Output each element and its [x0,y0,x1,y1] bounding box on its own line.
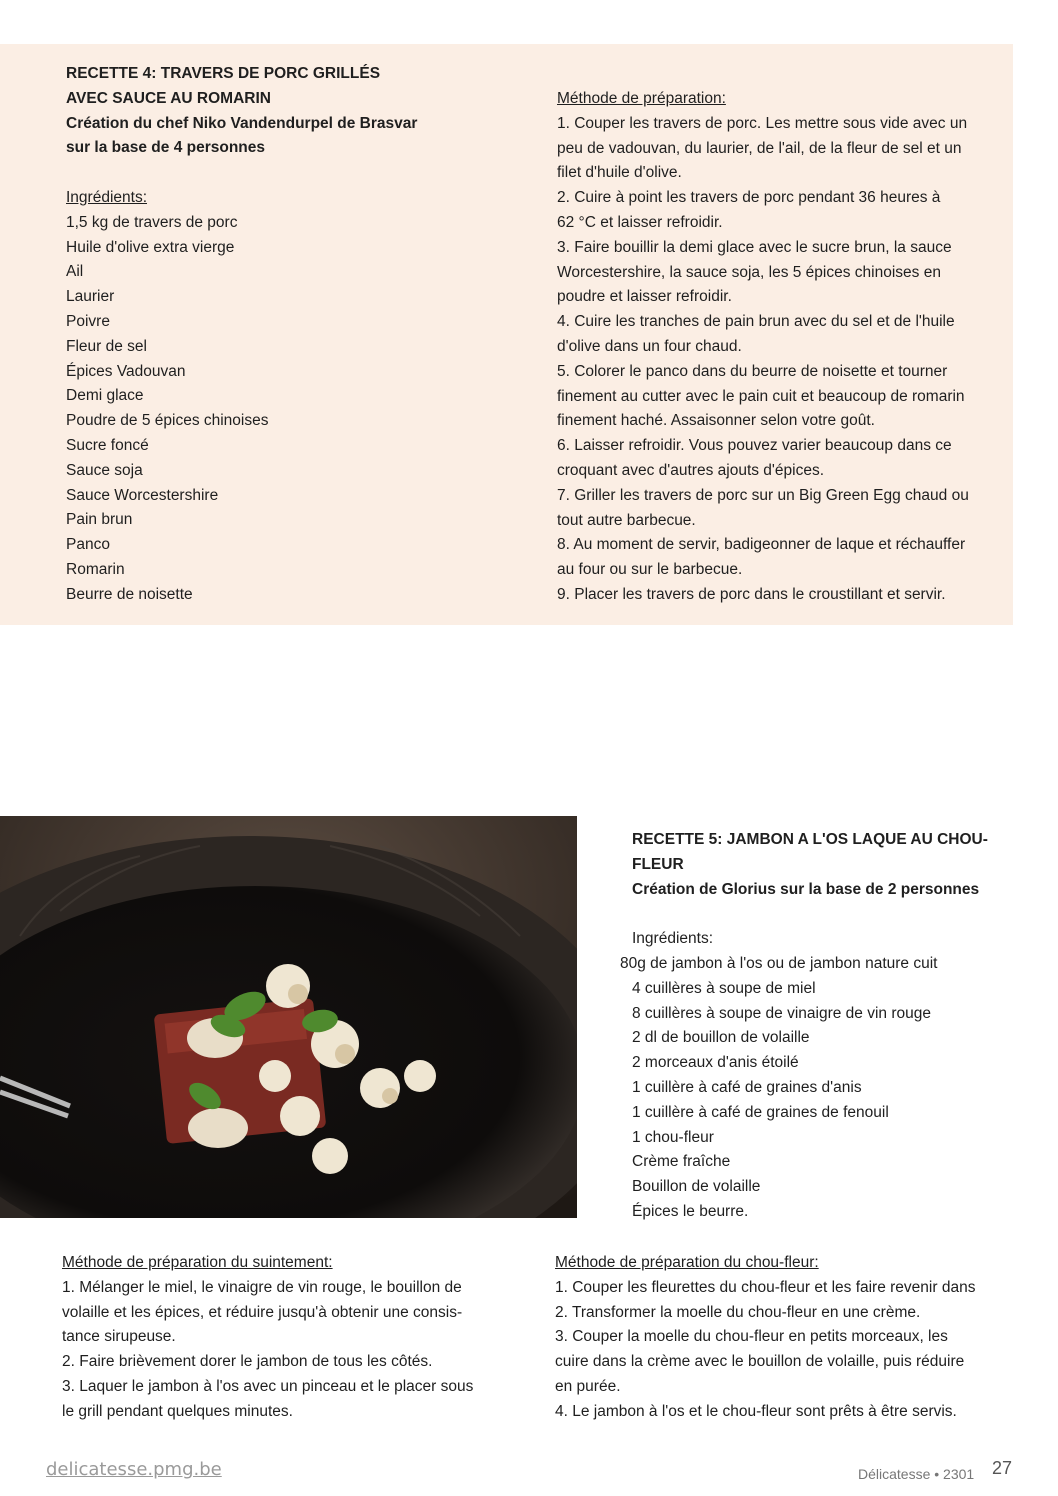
method-line: d'olive dans un four chaud. [557,337,742,355]
method-line: 7. Griller les travers de porc sur un Big Green Egg chaud ou [557,486,969,504]
ingredient-item: 1,5 kg de travers de porc [66,213,238,231]
method-line: 6. Laisser refroidir. Vous pouvez varier beaucoup dans ce [557,437,952,455]
method-line: 9. Placer les travers de porc dans le croustillant et servir. [557,585,946,603]
ingredient-item: Bouillon de volaille [632,1178,761,1196]
method-line: tance sirupeuse. [62,1328,176,1346]
method-line: 2. Cuire à point les travers de porc pendant 36 heures à [557,189,941,207]
recipe5-chef: Création de Glorius sur la base de 2 personnes [632,880,980,898]
recipe5-glaze-method [62,1251,532,1425]
ingredient-item: Fleur de sel [66,337,147,355]
ingredient-item: 2 morceaux d'anis étoilé [632,1054,799,1072]
recipe5-ingredients-heading: Ingrédients: [632,930,713,948]
ingredient-item: Sauce Worcestershire [66,486,219,504]
method-line: Worcestershire, la sauce soja, les 5 épices chinoises en [557,263,941,281]
method-line: peu de vadouvan, du laurier, de l'ail, de la fleur de sel et un [557,139,962,157]
method-line: 1. Couper les travers de porc. Les mettre sous vide avec un [557,114,968,132]
ingredient-item: Poudre de 5 épices chinoises [66,412,269,430]
method-line: 3. Faire bouillir la demi glace avec le sucre brun, la sauce [557,238,952,256]
method-line: en purée. [555,1377,621,1395]
method-line: poudre et laisser refroidir. [557,288,732,306]
recipe4-left-column [66,62,536,608]
ingredient-item: 80g de jambon à l'os ou de jambon nature cuit [620,954,938,972]
recipe4-method-column [557,87,997,608]
method-line: finement haché. Assaisonner selon votre goût. [557,412,875,430]
ingredient-item: Épices le beurre. [632,1202,749,1220]
method-line: 8. Au moment de servir, badigeonner de laque et réchauffer [557,536,966,554]
ingredient-item: 1 cuillère à café de graines d'anis [632,1078,862,1096]
recipe5-title-line2: FLEUR [632,855,684,873]
ingredient-item: 8 cuillères à soupe de vinaigre de vin rouge [632,1004,931,1022]
ingredient-item: 1 chou-fleur [632,1128,714,1146]
method-line: 2. Faire brièvement dorer le jambon de tous les côtés. [62,1353,433,1371]
method-line: 2. Transformer la moelle du chou-fleur en une crème. [555,1303,921,1321]
ingredient-item: Beurre de noisette [66,585,193,603]
ingredient-item: Laurier [66,288,115,306]
ingredient-item: Crème fraîche [632,1153,731,1171]
method-line: croquant avec d'autres ajouts d'épices. [557,461,824,479]
ingredient-item: Panco [66,536,110,554]
recipe5-title: RECETTE 5: JAMBON A L'OS LAQUE AU CHOU- [632,831,988,848]
method-line: volaille et les épices, et réduire jusqu'à obtenir une consis- [62,1303,463,1321]
method-line: le grill pendant quelques minutes. [62,1402,293,1420]
footer-magazine-issue: Délicatesse • 2301 [858,1466,975,1482]
recipe4-title: RECETTE 4: TRAVERS DE PORC GRILLÉS [66,65,381,82]
recipe4-method-heading: Méthode de préparation: [557,90,726,107]
method-line: 3. Couper la moelle du chou-fleur en petits morceaux, les [555,1328,948,1346]
method-line: au four ou sur le barbecue. [557,561,743,579]
method-line: 1. Couper les fleurettes du chou-fleur et les faire revenir dans [555,1278,976,1296]
method-line: 3. Laquer le jambon à l'os avec un pinceau et le placer sous [62,1377,474,1395]
recipe5-cauliflower-method [555,1251,1025,1425]
recipe5-header-column [620,828,1032,1225]
ingredient-item: Sauce soja [66,461,143,479]
ingredient-item: 4 cuillères à soupe de miel [632,979,816,997]
ingredient-item: Huile d'olive extra vierge [66,238,235,256]
recipe4-servings: sur la base de 4 personnes [66,139,266,157]
method-line: 5. Colorer le panco dans du beurre de noisette et tourner [557,362,948,380]
cauliflower-method-heading: Méthode de préparation du chou-fleur: [555,1254,819,1271]
ingredient-item: Pain brun [66,511,133,529]
plated-dish-photo [0,816,577,1218]
ingredient-item: 2 dl de bouillon de volaille [632,1029,810,1047]
recipe4-chef: Création du chef Niko Vandendurpel de Brasvar [66,114,418,132]
recipe4-ingredients-heading: Ingrédients: [66,188,147,206]
recipe4-title-line2: AVEC SAUCE AU ROMARIN [66,89,271,107]
ingredient-item: Poivre [66,312,110,330]
method-line: tout autre barbecue. [557,511,696,529]
ingredient-item: Sucre foncé [66,436,149,454]
ingredient-item: 1 cuillère à café de graines de fenouil [632,1103,889,1121]
ingredient-item: Romarin [66,560,125,578]
method-line: cuire dans la crème avec le bouillon de volaille, puis réduire [555,1353,965,1371]
page-number: 27 [992,1458,1013,1478]
glaze-method-heading: Méthode de préparation du suintement: [62,1254,333,1271]
method-line: finement au cutter avec le pain cuit et beaucoup de romarin [557,387,965,405]
method-line: filet d'huile d'olive. [557,164,682,182]
method-line: 4. Le jambon à l'os et le chou-fleur sont prêts à être servis. [555,1402,957,1420]
method-line: 4. Cuire les tranches de pain brun avec du sel et de l'huile [557,313,955,331]
footer-website-link[interactable]: delicatesse.pmg.be [46,1459,222,1480]
ingredient-item: Épices Vadouvan [66,362,186,380]
method-line: 62 °C et laisser refroidir. [557,213,723,231]
ingredient-item: Demi glace [66,387,144,405]
ingredient-item: Ail [66,263,84,281]
method-line: 1. Mélanger le miel, le vinaigre de vin rouge, le bouillon de [62,1278,462,1296]
